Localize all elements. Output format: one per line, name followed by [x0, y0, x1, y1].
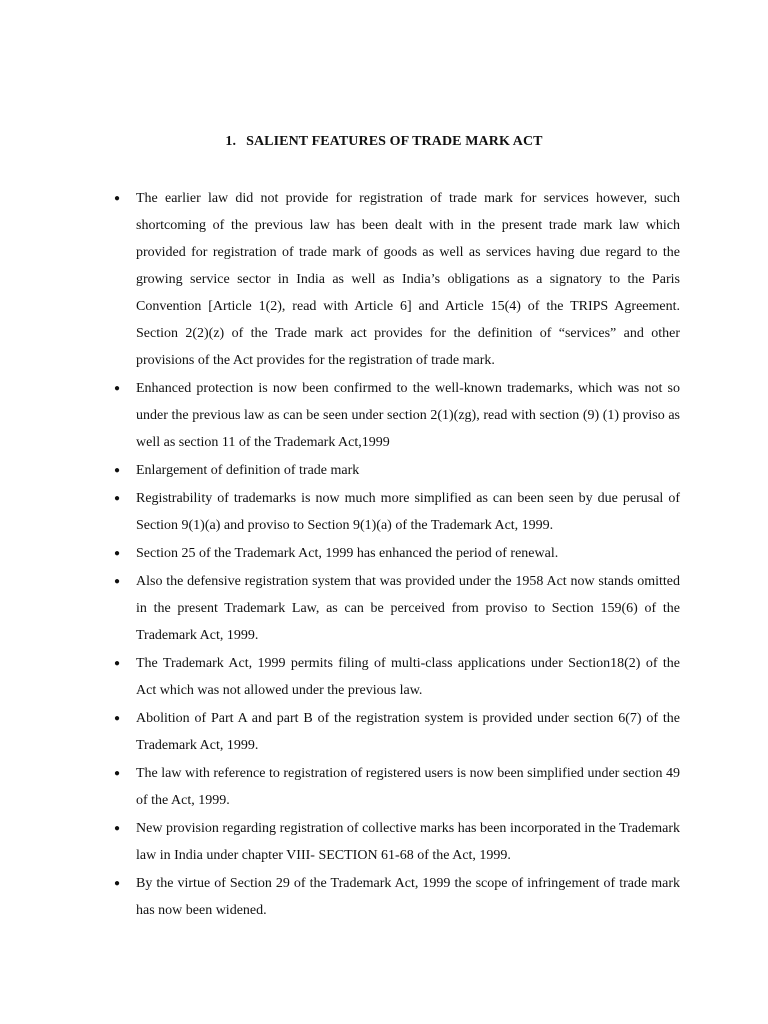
- bullet-icon: ●: [114, 713, 121, 724]
- list-item-text: Section 25 of the Trademark Act, 1999 has enhanced the period of renewal.: [136, 546, 559, 561]
- list-item-text: New provision regarding registration of collective marks has been incorporated in the Trademark law in India under chapter VIII- SECTION 61-68 of the Act, 1999.: [136, 821, 680, 863]
- list-item: [114, 705, 680, 759]
- bullet-icon: ●: [114, 493, 121, 504]
- list-item-text: Abolition of Part A and part B of the registration system is provided under section 6(7) of the Trademark Act, 1999.: [136, 711, 680, 753]
- list-item: [114, 760, 680, 814]
- list-item-text: Enhanced protection is now been confirmed to the well-known trademarks, which was not so under the previous law as can be seen under section 2(1)(zg), read with section (9) (1) proviso as well as section 11 of the Trademark Act,1999: [136, 381, 680, 450]
- list-item-text: The Trademark Act, 1999 permits filing of multi-class applications under Section18(2) of the Act which was not allowed under the previous law.: [136, 656, 680, 698]
- list-item: [114, 457, 680, 484]
- bullet-icon: ●: [114, 548, 121, 559]
- list-item: [114, 185, 680, 374]
- list-item: [114, 815, 680, 869]
- section-title: SALIENT FEATURES OF TRADE MARK ACT: [246, 134, 543, 149]
- list-item-text: The earlier law did not provide for registration of trade mark for services however, such shortcoming of the previous law has been dealt with in the present trade mark law which provided for registration of trade mark of goods as well as services having due regard to the growing service sector in India as well as India’s obligations as a signatory to the Paris Convention [Article 1(2), read with Article 6] and Article 15(4) of the TRIPS Agreement. Section 2(2)(z) of the Trade mark act provides for the definition of “services” and other provisions of the Act provides for the registration of trade mark.: [136, 191, 680, 368]
- bullet-icon: ●: [114, 383, 121, 394]
- list-item: [114, 650, 680, 704]
- features-list: [114, 185, 680, 925]
- list-item-text: Enlargement of definition of trade mark: [136, 463, 360, 478]
- list-item-text: The law with reference to registration of registered users is now been simplified under section 49 of the Act, 1999.: [136, 766, 680, 808]
- list-item: [114, 870, 680, 924]
- section-heading: [0, 133, 768, 151]
- bullet-icon: ●: [114, 193, 121, 204]
- list-item-text: By the virtue of Section 29 of the Trademark Act, 1999 the scope of infringement of trade mark has now been widened.: [136, 876, 680, 918]
- bullet-icon: ●: [114, 658, 121, 669]
- list-item-text: Also the defensive registration system that was provided under the 1958 Act now stands omitted in the present Trademark Law, as can be perceived from proviso to Section 159(6) of the Trademark Act, 1999.: [136, 574, 680, 643]
- bullet-icon: ●: [114, 465, 121, 476]
- list-item: [114, 540, 680, 567]
- list-item: [114, 485, 680, 539]
- section-number: 1.: [225, 134, 237, 149]
- list-item: [114, 568, 680, 649]
- bullet-icon: ●: [114, 768, 121, 779]
- bullet-icon: ●: [114, 878, 121, 889]
- bullet-icon: ●: [114, 823, 121, 834]
- bullet-icon: ●: [114, 576, 121, 587]
- list-item-text: Registrability of trademarks is now much more simplified as can been seen by due perusal of Section 9(1)(a) and proviso to Section 9(1)(a) of the Trademark Act, 1999.: [136, 491, 680, 533]
- list-item: [114, 375, 680, 456]
